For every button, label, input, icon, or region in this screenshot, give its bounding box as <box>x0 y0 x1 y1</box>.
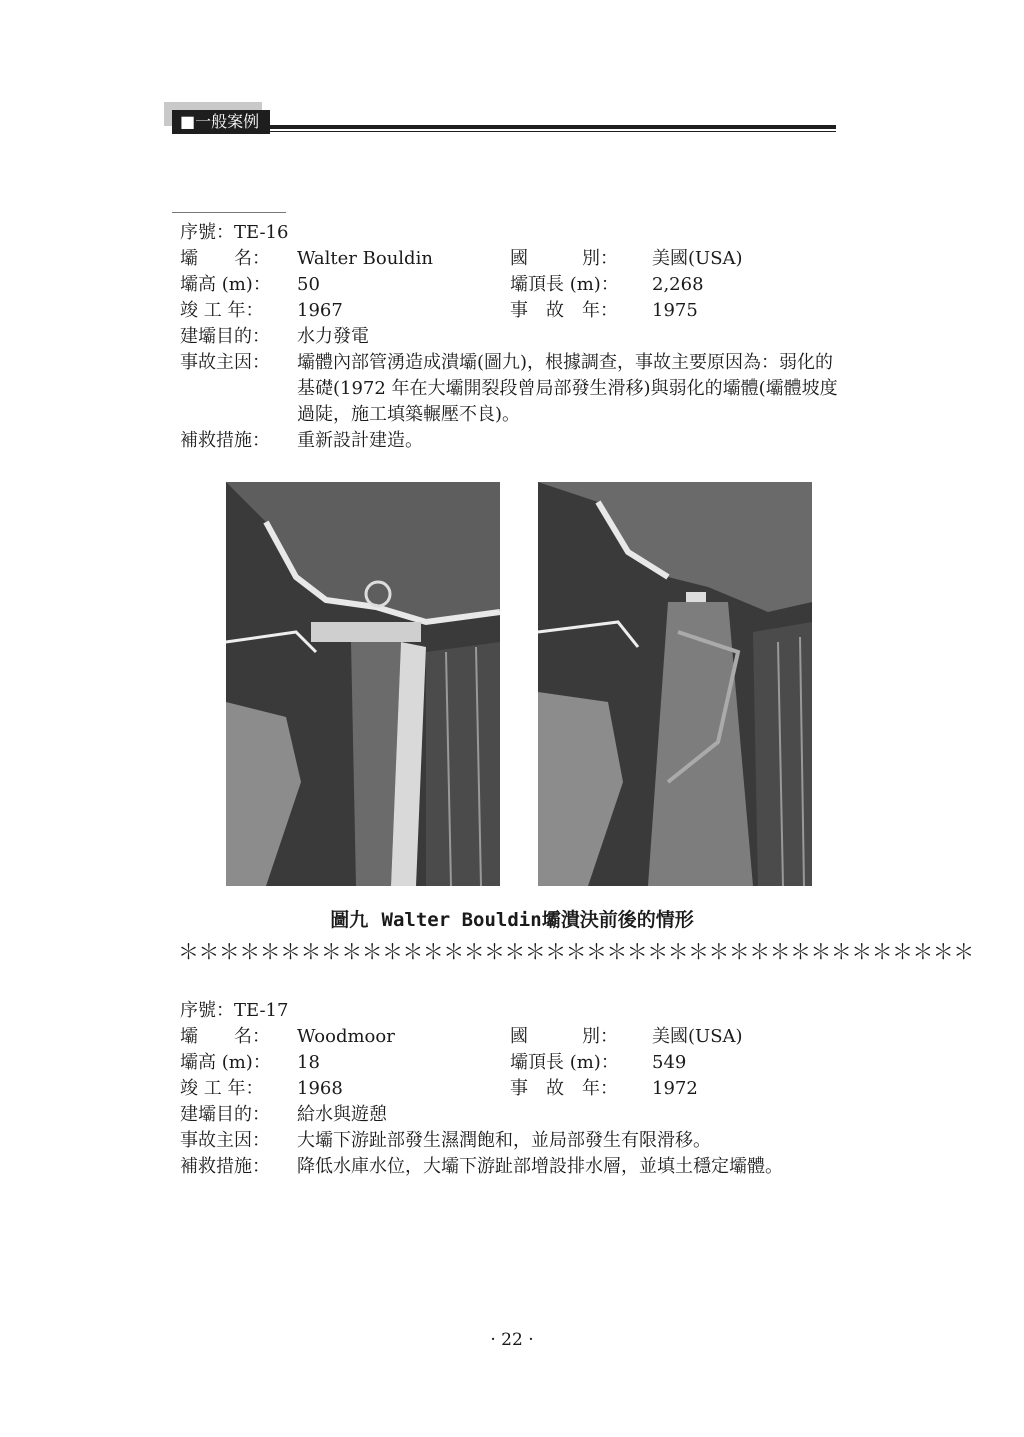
dam-name-label: 壩 名： <box>180 248 270 269</box>
country: 美國(USA) <box>652 248 743 269</box>
dam-height: 18 <box>297 1052 320 1073</box>
cause-text: 壩體內部管湧造成潰壩(圖九)，根據調查，事故主要原因為：弱化的基礎(1972 年在大壩開裂段曾局部發生滑移)與弱化的壩體(壩體坡度過陡，施工填築輾壓不良)。 <box>297 352 838 425</box>
completed-year-label: 竣 工 年： <box>180 1078 264 1099</box>
remedy-label: 補救措施： <box>180 430 270 451</box>
completed-year-label: 竣 工 年： <box>180 300 264 321</box>
dam-height: 50 <box>297 274 320 295</box>
accident-year-label: 事 故 年： <box>510 1078 618 1099</box>
height-label: 壩高 (m)： <box>180 1052 271 1073</box>
crest-length-label: 壩頂長 (m)： <box>510 274 619 295</box>
completed-year: 1968 <box>297 1078 343 1099</box>
height-label: 壩高 (m)： <box>180 274 271 295</box>
remedy-text: 重新設計建造。 <box>297 430 423 451</box>
serial-number: 序號：TE-16 <box>180 222 289 243</box>
photo-after-failure <box>538 482 812 886</box>
crest-length: 2,268 <box>652 274 704 295</box>
page-number: · 22 · <box>490 1330 534 1350</box>
cause-label: 事故主因： <box>180 352 270 373</box>
purpose-label: 建壩目的： <box>180 326 270 347</box>
caption-dam-name: Walter Bouldin <box>381 909 542 931</box>
record-te-16 <box>180 220 840 454</box>
crest-length-label: 壩頂長 (m)： <box>510 1052 619 1073</box>
purpose: 給水與遊憩 <box>297 1104 387 1125</box>
section-header-tab: ■一般案例 <box>172 110 270 134</box>
accident-year-label: 事 故 年： <box>510 300 618 321</box>
photo-before-failure <box>226 482 500 886</box>
country: 美國(USA) <box>652 1026 743 1047</box>
short-rule <box>172 212 286 213</box>
crest-length: 549 <box>652 1052 687 1073</box>
cause-label: 事故主因： <box>180 1130 270 1151</box>
completed-year: 1967 <box>297 300 343 321</box>
figure-caption <box>0 905 1024 932</box>
serial-number: 序號：TE-17 <box>180 1000 289 1021</box>
accident-year: 1975 <box>652 300 698 321</box>
header-rule <box>270 125 836 129</box>
header-rule-thin <box>270 131 836 132</box>
purpose: 水力發電 <box>297 326 369 347</box>
cause-text: 大壩下游趾部發生濕潤飽和，並局部發生有限滑移。 <box>297 1130 711 1151</box>
dam-name: Walter Bouldin <box>297 248 433 269</box>
remedy-label: 補救措施： <box>180 1156 270 1177</box>
caption-suffix: 壩潰決前後的情形 <box>541 909 694 931</box>
country-label: 國 別： <box>510 248 618 269</box>
caption-prefix: 圖九 <box>330 909 369 931</box>
dam-name-label: 壩 名： <box>180 1026 270 1047</box>
record-te-17 <box>180 998 840 1180</box>
country-label: 國 別： <box>510 1026 618 1047</box>
remedy-text: 降低水庫水位，大壩下游趾部增設排水層，並填土穩定壩體。 <box>297 1156 783 1177</box>
accident-year: 1972 <box>652 1078 698 1099</box>
asterisk-separator: ＊＊＊＊＊＊＊＊＊＊＊＊＊＊＊＊＊＊＊＊＊＊＊＊＊＊＊＊＊＊＊＊＊＊＊＊＊＊＊ <box>178 940 974 964</box>
purpose-label: 建壩目的： <box>180 1104 270 1125</box>
dam-name: Woodmoor <box>297 1026 395 1047</box>
